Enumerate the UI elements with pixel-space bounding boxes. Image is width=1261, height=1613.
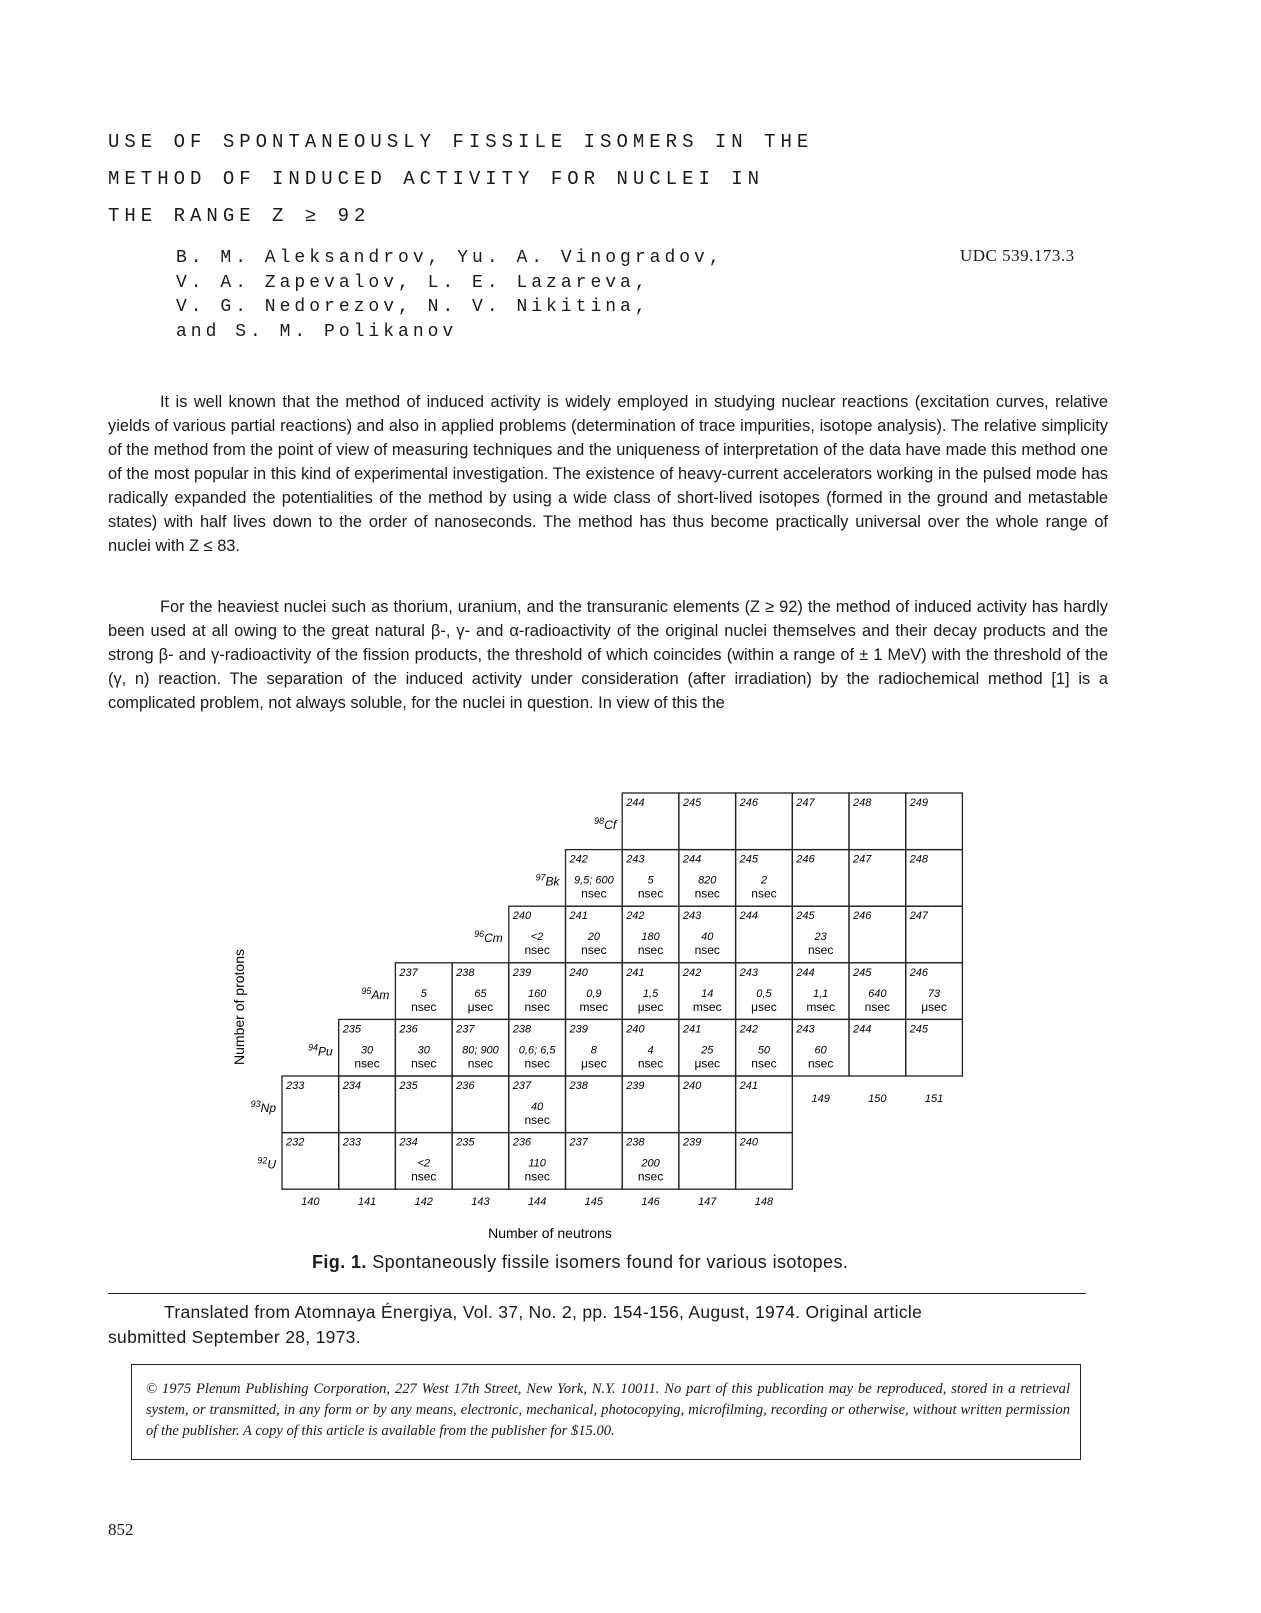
mass-number: 240 [512, 910, 532, 923]
halflife-unit: nsec [637, 886, 664, 901]
halflife-unit: nsec [524, 1056, 550, 1071]
body-paragraph: For the heaviest nuclei such as thorium, uranium, and the transuranic elements (Z ≥ 92) the method of induced activity has hardly been used at all owing to the great natural β-, γ- and α-radioactivity of the original nuclei themselves and their decay products and the strong β- and γ-radioactivity of the fission products, the threshold of which coincides (within a range of ± 1 MeV) with the threshold of the (γ, n) reaction. The separation of the induced activity under consideration (after irradiation) by the radiochemical method [1] is a complicated problem, not always soluble, for the nuclei in question. In view of this the [108, 598, 1108, 712]
element-label: $^{92}$U [257, 1155, 276, 1172]
mass-number: 232 [286, 1136, 305, 1149]
neutron-tick-label: 149 [811, 1093, 830, 1105]
mass-number: 246 [909, 966, 929, 979]
mass-number: 239 [682, 1136, 702, 1149]
mass-number: 247 [909, 910, 929, 923]
halflife-value: 0,6; 6,5 [518, 1044, 556, 1057]
footnote-divider [108, 1293, 1086, 1294]
neutron-tick-label: 148 [754, 1196, 774, 1209]
halflife-unit: nsec [524, 943, 550, 958]
mass-number: 240 [626, 1023, 645, 1036]
element-label: $^{95}$Am [361, 985, 390, 1002]
neutron-tick-label: 145 [584, 1196, 604, 1209]
halflife-value: 23 [814, 931, 827, 944]
mass-number: 237 [456, 1023, 475, 1036]
halflife-value: 30 [417, 1044, 430, 1057]
x-axis-label: Number of neutrons [488, 1225, 612, 1241]
halflife-unit: nsec [524, 999, 550, 1014]
mass-number: 234 [399, 1136, 418, 1149]
halflife-unit: nsec [411, 1169, 437, 1184]
halflife-unit: μsec [751, 999, 777, 1014]
halflife-value: 1,1 [813, 987, 829, 1000]
y-axis-label: Number of protons [231, 949, 247, 1065]
element-label: $^{97}$Bk [535, 872, 560, 889]
figure-caption-label: Fig. 1. [312, 1252, 367, 1272]
author-line: B. M. Aleksandrov, Yu. A. Vinogradov, [176, 248, 724, 268]
halflife-unit: nsec [694, 943, 720, 958]
title-line: USE OF SPONTANEOUSLY FISSILE ISOMERS IN THE [108, 131, 814, 153]
halflife-value: 0,9 [586, 987, 602, 1000]
halflife-value: 1,5 [642, 987, 659, 1000]
mass-number: 238 [456, 966, 475, 979]
mass-number: 246 [739, 797, 758, 809]
halflife-value: 9,5; 600 [573, 874, 614, 887]
halflife-value: 25 [701, 1044, 714, 1057]
author-line: V. G. Nedorezov, N. V. Nikitina, [176, 297, 650, 317]
halflife-value: 40 [701, 931, 714, 944]
mass-number: 244 [626, 797, 645, 809]
mass-number: 249 [909, 797, 929, 809]
mass-number: 233 [342, 1136, 362, 1149]
mass-number: 247 [796, 797, 815, 809]
mass-number: 239 [569, 1023, 588, 1036]
udc-code: UDC 539.173.3 [960, 246, 1075, 265]
mass-number: 243 [626, 853, 645, 866]
mass-number: 242 [739, 1023, 758, 1036]
mass-number: 238 [569, 1080, 588, 1092]
halflife-unit: nsec [524, 1169, 550, 1184]
title-line: THE RANGE Z ≥ 92 [108, 205, 371, 227]
halflife-value: 0,5 [756, 987, 772, 1000]
mass-number: 238 [512, 1023, 532, 1036]
neutron-tick-label: 147 [698, 1196, 717, 1209]
halflife-unit: nsec [637, 1056, 664, 1071]
mass-number: 245 [739, 853, 758, 866]
mass-number: 236 [512, 1136, 532, 1149]
neutron-tick-label: 141 [357, 1196, 377, 1209]
halflife-unit: μsec [694, 1056, 721, 1071]
halflife-unit: nsec [467, 1056, 494, 1071]
mass-number: 237 [512, 1080, 532, 1092]
halflife-unit: nsec [751, 886, 777, 901]
mass-number: 243 [739, 966, 758, 979]
mass-number: 244 [682, 853, 702, 866]
halflife-unit: nsec [581, 943, 607, 958]
article-title [108, 124, 868, 235]
halflife-value: 80; 900 [462, 1044, 499, 1057]
mass-number: 246 [796, 853, 815, 866]
mass-number: 245 [796, 910, 815, 923]
halflife-value: 60 [814, 1044, 827, 1057]
mass-number: 246 [853, 910, 872, 923]
neutron-tick-label: 150 [868, 1093, 887, 1105]
mass-number: 245 [853, 966, 872, 979]
halflife-value: 30 [360, 1044, 374, 1057]
mass-number: 242 [569, 853, 588, 866]
halflife-unit: msec [692, 999, 722, 1014]
author-line: and S. M. Polikanov [176, 321, 458, 342]
mass-number: 236 [399, 1023, 418, 1036]
mass-number: 240 [739, 1136, 758, 1149]
halflife-unit: μsec [637, 999, 664, 1014]
mass-number: 237 [399, 966, 418, 979]
halflife-unit: μsec [921, 999, 947, 1014]
element-label: $^{93}$Np [250, 1099, 276, 1115]
mass-number: 237 [569, 1136, 588, 1149]
mass-number: 248 [909, 853, 929, 866]
halflife-unit: msec [806, 999, 835, 1014]
mass-number: 235 [456, 1136, 475, 1149]
mass-number: 239 [512, 966, 532, 979]
mass-number: 242 [626, 910, 645, 923]
translation-note-line: Translated from Atomnaya Énergiya, Vol. 37, No. 2, pp. 154-156, August, 1974. Original article [164, 1302, 923, 1322]
neutron-tick-label: 142 [414, 1196, 433, 1209]
author-list [176, 246, 796, 344]
mass-number: 233 [286, 1080, 305, 1092]
halflife-unit: nsec [637, 943, 664, 958]
halflife-unit: μsec [581, 1056, 607, 1071]
mass-number: 240 [682, 1080, 702, 1092]
halflife-value: 110 [528, 1157, 546, 1170]
figure-chart-of-nuclides [220, 785, 980, 1250]
halflife-value: 20 [587, 931, 600, 944]
nuclide-chart-svg [220, 785, 980, 1245]
halflife-value: 40 [531, 1101, 544, 1113]
mass-number: 243 [682, 910, 702, 923]
halflife-unit: nsec [581, 886, 607, 901]
translation-note [108, 1300, 1098, 1350]
mass-number: 235 [342, 1023, 362, 1036]
halflife-unit: nsec [807, 943, 834, 958]
mass-number: 244 [739, 910, 758, 923]
mass-number: 244 [853, 1023, 872, 1036]
mass-number: 235 [399, 1080, 418, 1092]
mass-number: 245 [682, 797, 702, 809]
halflife-unit: nsec [411, 999, 437, 1014]
halflife-value: 73 [927, 987, 941, 1000]
neutron-tick-label: 140 [301, 1196, 320, 1209]
mass-number: 242 [682, 966, 702, 979]
neutron-tick-label: 151 [924, 1093, 944, 1105]
mass-number: 244 [796, 966, 815, 979]
halflife-unit: μsec [467, 999, 494, 1014]
title-line: METHOD OF INDUCED ACTIVITY FOR NUCLEI IN [108, 168, 765, 190]
halflife-value: 8 [590, 1044, 597, 1057]
mass-number: 236 [456, 1080, 475, 1092]
halflife-value: 14 [701, 987, 714, 1000]
copyright-notice: © 1975 Plenum Publishing Corporation, 227 West 17th Street, New York, N.Y. 10011. No part of this publication may be reproduced, stored in a retrieval system, or transmitted, in any form or by any means, electronic, mechanical, photocopying, microfilming, recording or otherwise, without written permission of the publisher. A copy of this article is available from the publisher for $15.00. [131, 1364, 1081, 1460]
author-line: V. A. Zapevalov, L. E. Lazareva, [176, 272, 650, 293]
mass-number: 234 [342, 1080, 362, 1092]
halflife-value: <2 [530, 931, 544, 944]
mass-number: 245 [909, 1023, 929, 1036]
mass-number: 248 [853, 797, 872, 809]
halflife-unit: nsec [411, 1056, 437, 1071]
figure-caption [312, 1252, 848, 1273]
halflife-unit: nsec [637, 1169, 664, 1184]
halflife-unit: nsec [807, 1056, 834, 1071]
page-number: 852 [108, 1520, 134, 1539]
halflife-value: 5 [647, 874, 654, 887]
halflife-unit: nsec [864, 999, 891, 1014]
element-label: $^{96}$Cm [474, 929, 503, 946]
halflife-unit: nsec [694, 886, 720, 901]
element-label: $^{94}$Pu [307, 1042, 333, 1059]
halflife-unit: nsec [354, 1056, 380, 1071]
body-paragraph: It is well known that the method of induced activity is widely employed in studying nuclear reactions (excitation curves, relative yields of various partial reactions) and also in applied problems (determination of trace impurities, isotope analysis). The relative simplicity of the method from the point of view of measuring techniques and the uniqueness of interpretation of the data have made this method one of the most popular in this kind of experimental investigation. The existence of heavy-current accelerators working in the pulsed mode has radically expanded the potentialities of the method by using a wide class of short-lived isotopes (formed in the ground and metastable states) with half lives down to the order of nanoseconds. The method has thus become practically universal over the whole range of nuclei with Z ≤ 83. [108, 393, 1108, 555]
mass-number: 243 [796, 1023, 815, 1036]
neutron-tick-label: 143 [471, 1196, 490, 1209]
mass-number: 240 [569, 966, 588, 979]
element-label: $^{98}$Cf [594, 816, 617, 832]
translation-note-line: submitted September 28, 1973. [108, 1327, 361, 1347]
halflife-unit: nsec [524, 1113, 550, 1127]
halflife-value: 50 [757, 1044, 771, 1057]
neutron-tick-label: 146 [641, 1196, 660, 1209]
mass-number: 241 [569, 910, 588, 923]
halflife-value: 65 [474, 987, 487, 1000]
figure-caption-text: Spontaneously fissile isomers found for various isotopes. [372, 1252, 849, 1272]
halflife-value: 2 [760, 874, 768, 887]
halflife-unit: nsec [751, 1056, 777, 1071]
neutron-tick-label: 144 [527, 1196, 547, 1209]
mass-number: 247 [853, 853, 872, 866]
halflife-value: 180 [641, 931, 660, 944]
mass-number: 241 [739, 1080, 758, 1092]
halflife-value: 640 [868, 987, 887, 1000]
mass-number: 238 [626, 1136, 645, 1149]
halflife-value: 5 [420, 987, 427, 1000]
halflife-value: 200 [641, 1157, 660, 1170]
halflife-value: <2 [417, 1157, 431, 1170]
halflife-value: 4 [647, 1044, 654, 1057]
halflife-value: 820 [698, 874, 717, 887]
mass-number: 241 [626, 966, 645, 979]
mass-number: 241 [682, 1023, 702, 1036]
mass-number: 239 [626, 1080, 645, 1092]
halflife-unit: msec [579, 999, 609, 1014]
halflife-value: 160 [527, 987, 547, 1000]
